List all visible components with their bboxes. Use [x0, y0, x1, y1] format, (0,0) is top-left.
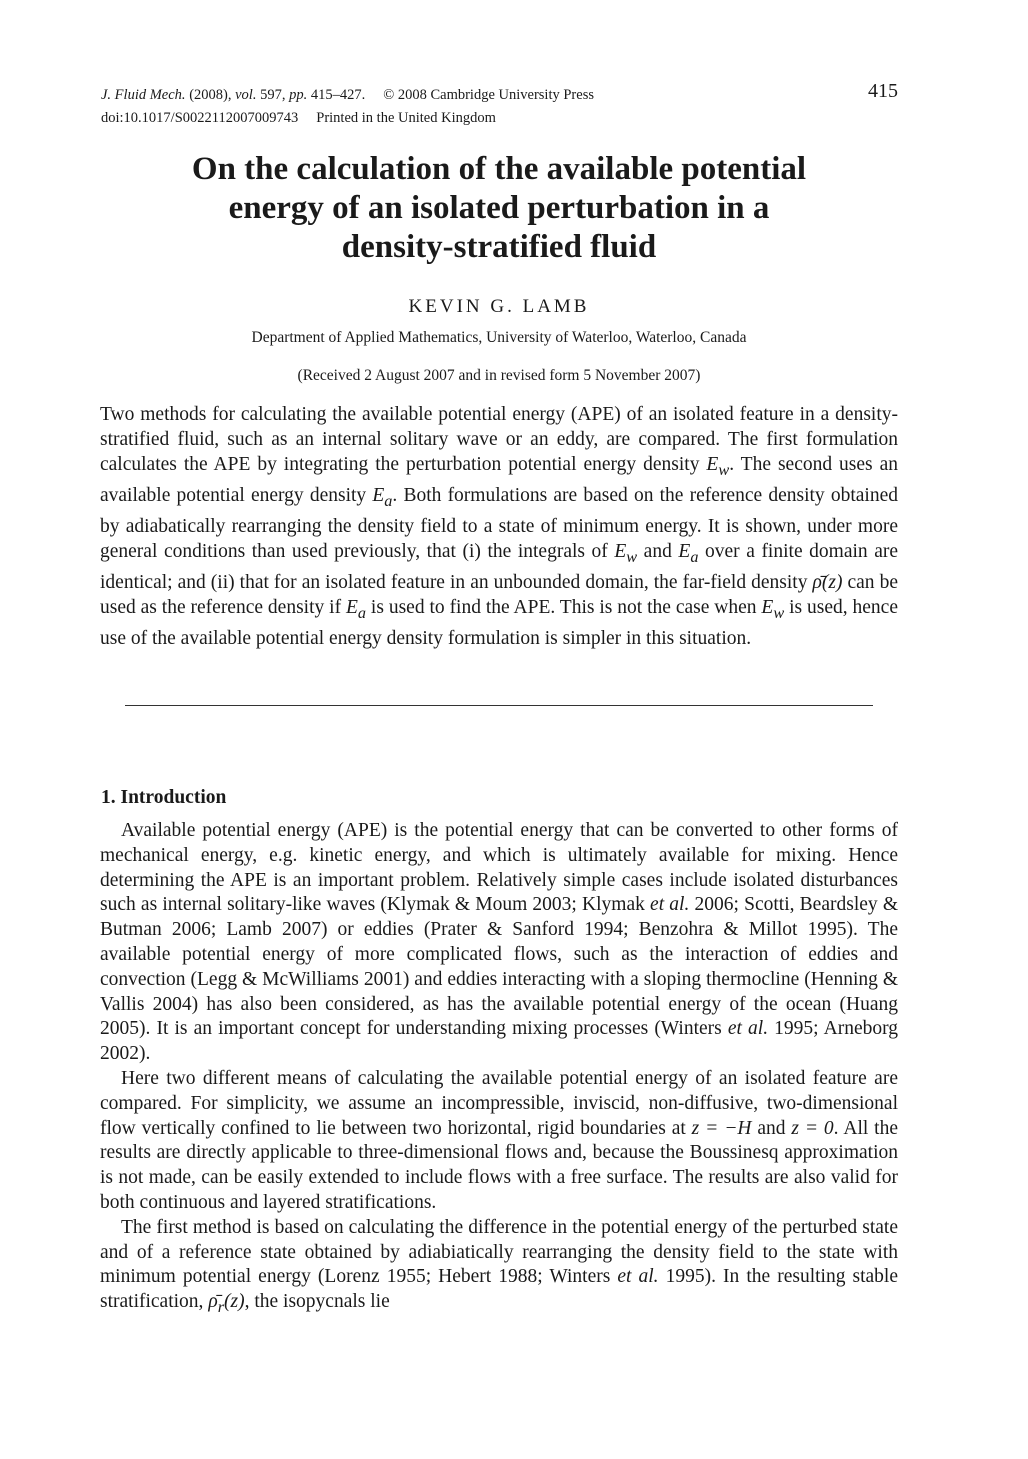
- paper-title: On the calculation of the available potential energy of an isolated perturbation in a density-stratified fluid: [191, 151, 807, 265]
- received-date: (Received 2 August 2007 and in revised form 5 November 2007): [297, 367, 701, 384]
- doi-line: doi:10.1017/S0022112007009743 Printed in the United Kingdom: [101, 110, 496, 126]
- citation-line: J. Fluid Mech. (2008), vol. 597, pp. 415–427. © 2008 Cambridge University Press: [101, 87, 594, 103]
- paragraph: Here two different means of calculating the available potential energy of an isolated feature are compared. For simplicity, we assume an incompressible, inviscid, non-diffusive, two-dimensional flow vertically confined to lie between two horizontal, rigid boundaries at z = −H and z = 0. All the results are directly applicable to three-dimensional flows and, because the Boussinesq approximation is not made, can be easily extended to include flows with a free surface. The results are also valid for both continuous and layered stratifications.: [100, 1067, 898, 1213]
- section-heading: 1. Introduction: [101, 787, 227, 808]
- copyright: © 2008 Cambridge University Press: [383, 87, 594, 103]
- abstract-divider: [125, 705, 873, 706]
- paragraph: The first method is based on calculating the difference in the potential energy of the perturbed state and of a reference state obtained by adiabiatically rearranging the density field to the state with minimum potential energy (Lorenz 1955; Hebert 1988; Winters et al. 1995). In the resulting stable stratification, $\rhō_r(z)$, the isopycnals lie: [100, 1216, 898, 1317]
- affiliation: Department of Applied Mathematics, University of Waterloo, Waterloo, Canada: [251, 329, 747, 346]
- page-number: 415: [868, 80, 898, 102]
- abstract: Two methods for calculating the available potential energy (APE) of an isolated feature in a density-stratified fluid, such as an internal solitary wave or an eddy, are compared. The first formulation calculates the APE by integrating the perturbation potential energy density $E_w$. The second uses an available potential energy density $E_a$. Both formulations are based on the reference density obtained by adiabatically rearranging the density field to a state of minimum energy. It is shown, under more general conditions than used previously, that (i) the integrals of $E_w$ and $E_a$ over a finite domain are identical; and (ii) that for an isolated feature in an unbounded domain, the far-field density ρ̄(z) can be used as the reference density if $E_a$ is used to find the APE. This is not the case when $E_w$ is used, hence use of the available potential energy density formulation is simpler in this situation.: [100, 404, 899, 649]
- doi: doi:10.1017/S0022112007009743: [101, 110, 299, 126]
- running-header: [101, 84, 594, 130]
- introduction-body: [100, 819, 898, 1320]
- paragraph: Available potential energy (APE) is the potential energy that can be converted to other forms of mechanical energy, e.g. kinetic energy, and which is ultimately available for mixing. Hence determining the APE is an important problem. Relatively simple cases include isolated disturbances such as internal solitary-like waves (Klymak & Moum 2003; Klymak et al. 2006; Scotti, Beardsley & Butman 2006; Lamb 2007) or eddies (Prater & Sanford 1994; Benzohra & Millot 1995). The available potential energy of more complicated flows, such as the interaction of eddies and convection (Legg & McWilliams 2001) and eddies interacting with a sloping thermocline (Henning & Vallis 2004) has also been considered, as has the available potential energy of the ocean (Huang 2005). It is an important concept for understanding mixing processes (Winters et al. 1995; Arneborg 2002).: [100, 820, 898, 1065]
- author: KEVIN G. LAMB: [408, 296, 590, 317]
